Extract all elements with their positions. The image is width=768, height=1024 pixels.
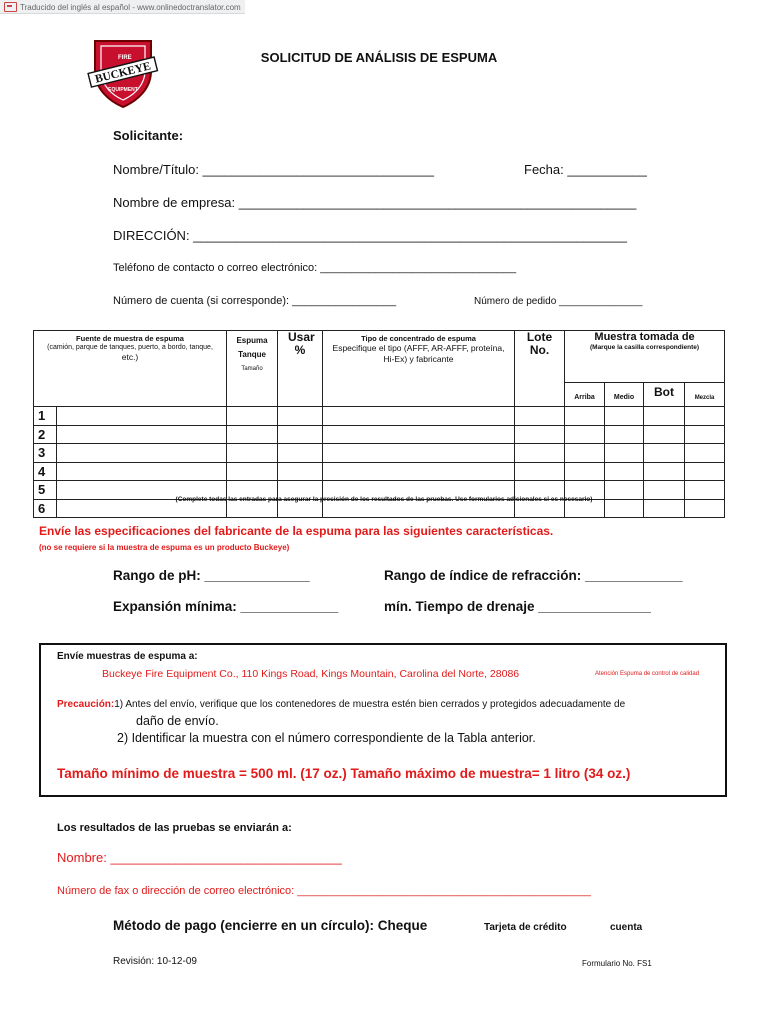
cell[interactable] (278, 407, 323, 426)
cell[interactable] (515, 407, 565, 426)
banner-text: Traducido del inglés al español - www.onlinedoctranslator.com (20, 2, 241, 12)
cell[interactable] (57, 444, 227, 463)
revision-label: Revisión: 10-12-09 (113, 956, 197, 967)
row-number: 2 (34, 425, 57, 444)
checkbox-cell[interactable] (605, 425, 644, 444)
checkbox-cell[interactable] (644, 425, 685, 444)
payment-account[interactable]: cuenta (610, 922, 643, 933)
specs-heading: Envíe las especificaciones del fabricante de la espuma para las siguientes características. (39, 524, 554, 538)
checkbox-cell[interactable] (565, 462, 605, 481)
logo-name-text: BUCKEYE (93, 60, 153, 86)
cell[interactable] (515, 462, 565, 481)
shipping-heading: Envíe muestras de espuma a: (57, 651, 198, 662)
caution-text-1: 1) Antes del envío, verifique que los contenedores de muestra estén bien cerrados y protegidos adecuadamente de (114, 699, 626, 710)
cell[interactable] (323, 407, 515, 426)
ph-range-field[interactable]: Rango de pH: ______________ (113, 568, 310, 583)
payment-method[interactable]: Método de pago (encierre en un círculo): Cheque (113, 918, 428, 933)
caution-line-1b: daño de envío. (136, 714, 219, 728)
checkbox-cell[interactable] (685, 425, 725, 444)
col-bot-header: Bot (644, 383, 685, 407)
applicant-heading: Solicitante: (113, 128, 184, 143)
cell[interactable] (57, 462, 227, 481)
logo-equipment-text: EQUIPMENT (108, 87, 138, 93)
col-lot-header: Lote No. (515, 331, 565, 407)
caution-line-1 (57, 699, 625, 710)
checkbox-cell[interactable] (565, 425, 605, 444)
drain-time-field[interactable]: mín. Tiempo de drenaje _______________ (384, 599, 651, 614)
order-field[interactable]: Número de pedido _______________ (474, 296, 643, 307)
table-row (34, 444, 725, 463)
col-mix-header: Mezcla (685, 383, 725, 407)
refraction-range-field[interactable]: Rango de índice de refracción: _____________ (384, 568, 683, 583)
col-tank-header: Espuma Tanque Tamaño (227, 331, 278, 407)
checkbox-cell[interactable] (605, 462, 644, 481)
checkbox-cell[interactable] (685, 407, 725, 426)
col-sample-header: Muestra tomada de (Marque la casilla correspondiente) (565, 331, 725, 383)
company-field[interactable]: Nombre de empresa: _______________________________________________________ (113, 195, 637, 210)
contact-field[interactable]: Teléfono de contacto o correo electrónico: ________________________________ (113, 262, 517, 274)
specs-subheading: (no se requiere si la muestra de espuma es un producto Buckeye) (39, 543, 290, 552)
buckeye-logo (87, 37, 159, 109)
checkbox-cell[interactable] (685, 462, 725, 481)
checkbox-cell[interactable] (565, 444, 605, 463)
cell[interactable] (227, 425, 278, 444)
shipping-address: Buckeye Fire Equipment Co., 110 Kings Road, Kings Mountain, Carolina del Norte, 28086 (102, 668, 520, 680)
min-expansion-field[interactable]: Expansión mínima: _____________ (113, 599, 339, 614)
row-number: 6 (34, 499, 57, 518)
checkbox-cell[interactable] (565, 407, 605, 426)
cell[interactable] (227, 407, 278, 426)
caution-label: Precaución: (57, 699, 115, 710)
account-field[interactable]: Número de cuenta (si corresponde): _________________ (113, 295, 397, 307)
results-heading: Los resultados de las pruebas se enviarán a: (57, 822, 292, 834)
row-number: 4 (34, 462, 57, 481)
cell[interactable] (57, 407, 227, 426)
address-field[interactable]: DIRECCIÓN: ____________________________________________________________ (113, 228, 627, 243)
row-number: 1 (34, 407, 57, 426)
translate-icon (4, 2, 17, 12)
table-row (34, 425, 725, 444)
table-note: (Complete todas las entradas para asegurar la precisión de los resultados de las pruebas. Use formularios adicionales si es necesario) (175, 496, 593, 503)
row-number: 3 (34, 444, 57, 463)
checkbox-cell[interactable] (644, 444, 685, 463)
checkbox-cell[interactable] (644, 462, 685, 481)
cell[interactable] (515, 425, 565, 444)
results-name-field[interactable]: Nombre: ________________________________ (57, 850, 342, 865)
logo-fire-text: FIRE (118, 55, 132, 61)
cell[interactable] (278, 425, 323, 444)
sample-table (33, 330, 725, 518)
cell[interactable] (323, 425, 515, 444)
caution-line-2: 2) Identificar la muestra con el número correspondiente de la Tabla anterior. (117, 731, 536, 745)
cell[interactable] (278, 462, 323, 481)
row-number: 5 (34, 481, 57, 500)
col-source-header: Fuente de muestra de espuma (camión, parque de tanques, puerto, a bordo, tanque, etc.) (34, 331, 227, 407)
col-type-header: Tipo de concentrado de espuma Especifique el tipo (AFFF, AR-AFFF, proteína, Hi-Ex) y fabricante (323, 331, 515, 407)
cell[interactable] (515, 444, 565, 463)
translation-banner[interactable] (0, 0, 245, 14)
payment-credit-card[interactable]: Tarjeta de crédito (484, 922, 567, 933)
name-title-field[interactable]: Nombre/Título: ________________________________ (113, 162, 434, 177)
cell[interactable] (57, 425, 227, 444)
col-mid-header: Medio (605, 383, 644, 407)
checkbox-cell[interactable] (605, 407, 644, 426)
col-use-header: Usar % (278, 331, 323, 407)
table-row (34, 407, 725, 426)
cell[interactable] (278, 444, 323, 463)
cell[interactable] (323, 462, 515, 481)
checkbox-cell[interactable] (644, 407, 685, 426)
checkbox-cell[interactable] (605, 444, 644, 463)
form-number: Formulario No. FS1 (582, 959, 652, 968)
shipping-attention: Atención Espuma de control de calidad (595, 671, 700, 677)
cell[interactable] (323, 444, 515, 463)
cell[interactable] (227, 444, 278, 463)
sample-size-note: Tamaño mínimo de muestra = 500 ml. (17 oz.) Tamaño máximo de muestra= 1 litro (34 oz.) (57, 766, 631, 781)
results-fax-field[interactable]: Número de fax o dirección de correo electrónico: ________________________________________________ (57, 885, 591, 897)
col-top-header: Arriba (565, 383, 605, 407)
checkbox-cell[interactable] (685, 444, 725, 463)
cell[interactable] (227, 462, 278, 481)
date-field[interactable]: Fecha: ___________ (524, 162, 647, 177)
page-title: SOLICITUD DE ANÁLISIS DE ESPUMA (260, 50, 498, 65)
table-row (34, 462, 725, 481)
